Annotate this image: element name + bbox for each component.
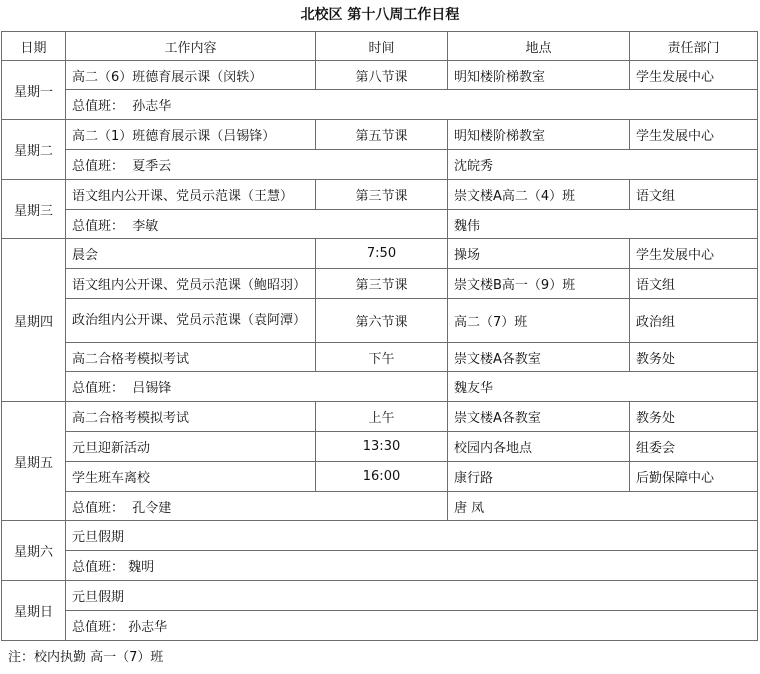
duty-row bbox=[2, 611, 758, 641]
header-content: 工作内容 bbox=[66, 32, 316, 61]
header-place: 地点 bbox=[448, 32, 630, 61]
event-time: 7:50 bbox=[316, 239, 448, 269]
header-dept: 责任部门 bbox=[630, 32, 758, 61]
table-row bbox=[2, 239, 758, 269]
duty-label: 总值班： bbox=[72, 560, 125, 575]
event-time: 上午 bbox=[316, 402, 448, 432]
table-row bbox=[2, 462, 758, 492]
event-place: 明知楼阶梯教室 bbox=[448, 61, 630, 90]
table-row bbox=[2, 402, 758, 432]
footer-note: 注：校内执勤 高一（7）班 bbox=[8, 650, 164, 665]
duty-label: 总值班： bbox=[72, 500, 125, 516]
event-place: 崇文楼B高一（9）班 bbox=[448, 269, 630, 299]
duty-name: 孙志华 bbox=[132, 99, 172, 114]
duty-name: 李敏 bbox=[132, 218, 159, 234]
table-row bbox=[2, 61, 758, 90]
event-content: 晨会 bbox=[66, 239, 316, 269]
event-time: 第八节课 bbox=[316, 61, 448, 90]
duty-row bbox=[2, 150, 758, 180]
event-content: 高二合格考模拟考试 bbox=[66, 343, 316, 372]
table-row bbox=[2, 299, 758, 343]
duty-name: 魏明 bbox=[128, 560, 155, 575]
event-time: 第六节课 bbox=[316, 299, 448, 343]
duty-row bbox=[2, 210, 758, 239]
duty-cell bbox=[66, 90, 758, 120]
holiday-note: 元旦假期 bbox=[66, 521, 758, 551]
header-day: 日期 bbox=[2, 32, 66, 61]
event-time: 第五节课 bbox=[316, 120, 448, 150]
table-row bbox=[2, 521, 758, 551]
table-row bbox=[2, 120, 758, 150]
day-label-sun: 星期日 bbox=[2, 581, 66, 641]
header-time: 时间 bbox=[316, 32, 448, 61]
event-dept: 学生发展中心 bbox=[630, 239, 758, 269]
event-place: 崇文楼A各教室 bbox=[448, 343, 630, 372]
duty-name: 吕锡锋 bbox=[132, 381, 172, 396]
header-row bbox=[2, 32, 758, 61]
event-dept: 教务处 bbox=[630, 402, 758, 432]
duty-row bbox=[2, 372, 758, 402]
event-content: 元旦迎新活动 bbox=[66, 432, 316, 462]
duty-cell bbox=[66, 492, 448, 521]
event-content: 语文组内公开课、党员示范课（鲍昭羽） bbox=[66, 269, 316, 299]
event-time: 下午 bbox=[316, 343, 448, 372]
event-dept: 教务处 bbox=[630, 343, 758, 372]
event-place: 康行路 bbox=[448, 462, 630, 492]
event-content: 语文组内公开课、党员示范课（王慧） bbox=[66, 180, 316, 210]
event-time: 第三节课 bbox=[316, 180, 448, 210]
holiday-note: 元旦假期 bbox=[66, 581, 758, 611]
duty-cell bbox=[66, 551, 758, 581]
day-label-sat: 星期六 bbox=[2, 521, 66, 581]
event-content: 高二（1）班德育展示课（吕锡锋） bbox=[66, 120, 316, 150]
event-dept: 政治组 bbox=[630, 299, 758, 343]
table-row bbox=[2, 581, 758, 611]
page-title: 北校区 第十八周工作日程 bbox=[300, 7, 460, 23]
event-dept: 语文组 bbox=[630, 269, 758, 299]
schedule-table bbox=[1, 31, 758, 641]
event-place: 明知楼阶梯教室 bbox=[448, 120, 630, 150]
duty-label: 总值班： bbox=[72, 218, 125, 234]
event-dept: 学生发展中心 bbox=[630, 61, 758, 90]
event-time: 13:30 bbox=[316, 432, 448, 462]
duty-label: 总值班： bbox=[72, 381, 125, 396]
duty-cell bbox=[66, 150, 448, 180]
event-place: 崇文楼A各教室 bbox=[448, 402, 630, 432]
event-place: 操场 bbox=[448, 239, 630, 269]
day-label-mon: 星期一 bbox=[2, 61, 66, 120]
duty-second: 沈皖秀 bbox=[448, 150, 758, 180]
event-dept: 后勤保障中心 bbox=[630, 462, 758, 492]
duty-label: 总值班： bbox=[72, 620, 125, 635]
day-label-tue: 星期二 bbox=[2, 120, 66, 180]
duty-row bbox=[2, 492, 758, 521]
event-time: 16:00 bbox=[316, 462, 448, 492]
event-time: 第三节课 bbox=[316, 269, 448, 299]
day-label-fri: 星期五 bbox=[2, 402, 66, 521]
duty-name: 孔令建 bbox=[132, 500, 172, 516]
event-dept: 语文组 bbox=[630, 180, 758, 210]
duty-cell bbox=[66, 611, 758, 641]
event-content: 政治组内公开课、党员示范课（袁阿潭） bbox=[66, 299, 316, 343]
duty-row bbox=[2, 551, 758, 581]
duty-cell bbox=[66, 210, 448, 239]
day-label-thu: 星期四 bbox=[2, 239, 66, 402]
duty-second: 唐 凤 bbox=[448, 492, 758, 521]
event-place: 校园内各地点 bbox=[448, 432, 630, 462]
table-row bbox=[2, 432, 758, 462]
event-content: 高二（6）班德育展示课（闵轶） bbox=[66, 61, 316, 90]
event-content: 学生班车离校 bbox=[66, 462, 316, 492]
duty-second: 魏友华 bbox=[448, 372, 758, 402]
event-content: 高二合格考模拟考试 bbox=[66, 402, 316, 432]
event-place: 高二（7）班 bbox=[448, 299, 630, 343]
event-dept: 学生发展中心 bbox=[630, 120, 758, 150]
duty-cell bbox=[66, 372, 448, 402]
duty-label: 总值班： bbox=[72, 159, 125, 174]
table-row bbox=[2, 269, 758, 299]
table-row bbox=[2, 343, 758, 372]
duty-row bbox=[2, 90, 758, 120]
event-place: 崇文楼A高二（4）班 bbox=[448, 180, 630, 210]
duty-name: 孙志华 bbox=[128, 620, 168, 635]
event-dept: 组委会 bbox=[630, 432, 758, 462]
duty-label: 总值班： bbox=[72, 99, 125, 114]
duty-name: 夏季云 bbox=[132, 159, 172, 174]
day-label-wed: 星期三 bbox=[2, 180, 66, 239]
duty-second: 魏伟 bbox=[448, 210, 758, 239]
table-row bbox=[2, 180, 758, 210]
